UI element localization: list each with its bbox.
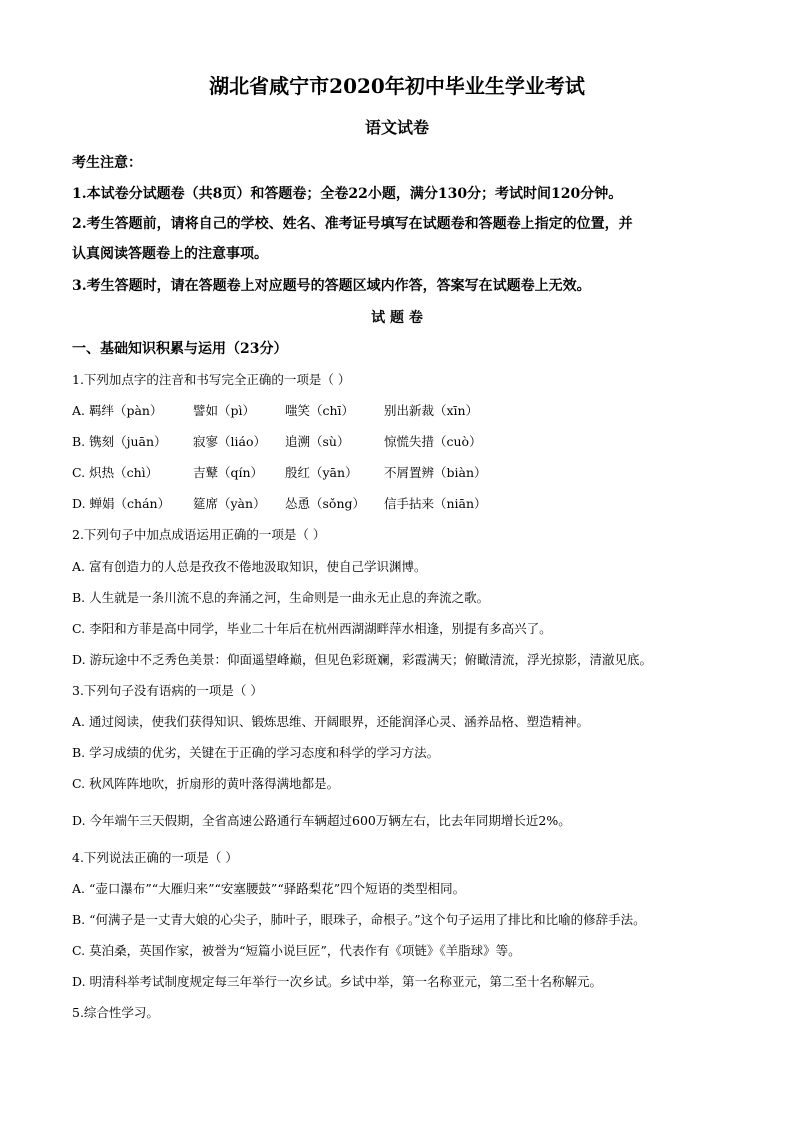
section-title: 一、基础知识积累与运用（23分） xyxy=(72,341,288,357)
option-item: 惊慌失措（cuò） xyxy=(384,434,482,449)
question-2-option-b: B. 人生就是一条川流不息的奔涌之河，生命则是一曲永无止息的奔流之歌。 xyxy=(72,590,490,605)
notice-heading: 考生注意： xyxy=(72,155,142,171)
option-item: 追溯（sù） xyxy=(285,434,350,449)
option-item: 筵席（yàn） xyxy=(193,496,266,511)
question-1-stem: 1.下列加点字的注音和书写完全正确的一项是（ ） xyxy=(72,372,351,387)
question-3-option-b: B. 学习成绩的优劣，关键在于正确的学习态度和科学的学习方法。 xyxy=(72,745,440,760)
question-1-option-b xyxy=(72,432,482,450)
notice-item-1: 1.本试卷分试题卷（共8页）和答题卷；全卷22小题，满分130分；考试时间120分钟。 xyxy=(72,186,623,202)
question-4-stem: 4.下列说法正确的一项是（ ） xyxy=(72,850,238,865)
question-4-option-c: C. 莫泊桑，英国作家，被誉为“短篇小说巨匠”，代表作有《项链》《羊脂球》等。 xyxy=(72,943,521,958)
exam-title: 湖北省咸宁市2020年初中毕业生学业考试 xyxy=(209,74,585,98)
question-4-option-d: D. 明清科举考试制度规定每三年举行一次乡试。乡试中举，第一名称亚元，第二至十名称解元。 xyxy=(72,974,603,989)
option-item: 嗤笑（chī） xyxy=(285,403,355,418)
question-1-option-d xyxy=(72,494,487,512)
question-2-option-c: C. 李阳和方菲是高中同学，毕业二十年后在杭州西湖湖畔萍水相逢，别提有多高兴了。 xyxy=(72,621,552,636)
question-2-option-a: A. 富有创造力的人总是孜孜不倦地汲取知识，使自己学识渊博。 xyxy=(72,559,427,574)
option-item: 吉鼙（qín） xyxy=(193,465,264,480)
question-2-option-d: D. 游玩途中不乏秀色美景：仰面遥望峰巅，但见色彩斑斓，彩霞满天；俯瞰清流，浮光掠影，清澈见底。 xyxy=(72,652,653,667)
exam-subtitle: 语文试卷 xyxy=(364,118,429,137)
question-1-option-a xyxy=(72,401,478,419)
option-item: C. 炽热（chì） xyxy=(72,465,159,480)
question-3-option-a: A. 通过阅读，使我们获得知识、锻炼思维、开阔眼界，还能润泽心灵、涵养品格、塑造精神。 xyxy=(72,714,589,729)
question-1-option-c xyxy=(72,463,487,481)
option-item: A. 羁绊（pàn） xyxy=(72,403,163,418)
option-item: B. 镌刻（juān） xyxy=(72,434,167,449)
option-item: 不屑置辨（biàn） xyxy=(384,465,487,480)
option-item: 别出新裁（xīn） xyxy=(384,403,479,418)
option-item: 殷红（yān） xyxy=(285,465,358,480)
question-3-option-d: D. 今年端午三天假期，全省高速公路通行车辆超过600万辆左右，比去年同期增长近2%。 xyxy=(72,813,571,828)
notice-item-2: 2.考生答题前，请将自己的学校、姓名、准考证号填写在试题卷和答题卷上指定的位置，并 xyxy=(72,216,633,232)
question-4-option-b: B. “何满子是一丈青大娘的心尖子，肺叶子，眼珠子，命根子。”这个句子运用了排比和比喻的修辞手法。 xyxy=(72,912,646,927)
paper-label: 试 题 卷 xyxy=(371,310,423,326)
question-5-stem: 5.综合性学习。 xyxy=(72,1005,159,1020)
option-item: 怂恿（sǒng） xyxy=(285,496,365,511)
question-3-option-c: C. 秋风阵阵地吹，折扇形的黄叶落得满地都是。 xyxy=(72,776,340,791)
notice-item-3: 3.考生答题时，请在答题卷上对应题号的答题区域内作答，答案写在试题卷上无效。 xyxy=(72,278,591,294)
question-2-stem: 2.下列句子中加点成语运用正确的一项是（ ） xyxy=(72,527,326,542)
option-item: 寂寥（liáo） xyxy=(193,434,266,449)
option-item: D. 蝉娟（chán） xyxy=(72,496,171,511)
question-4-option-a: A. “壶口瀑布”“大雁归来”“安塞腰鼓”“驿路梨花”四个短语的类型相同。 xyxy=(72,881,466,896)
option-item: 譬如（pì） xyxy=(193,403,255,418)
notice-item-2-cont: 认真阅读答题卷上的注意事项。 xyxy=(72,246,268,262)
question-3-stem: 3.下列句子没有语病的一项是（ ） xyxy=(72,683,263,698)
option-item: 信手拈来（niān） xyxy=(384,496,487,511)
